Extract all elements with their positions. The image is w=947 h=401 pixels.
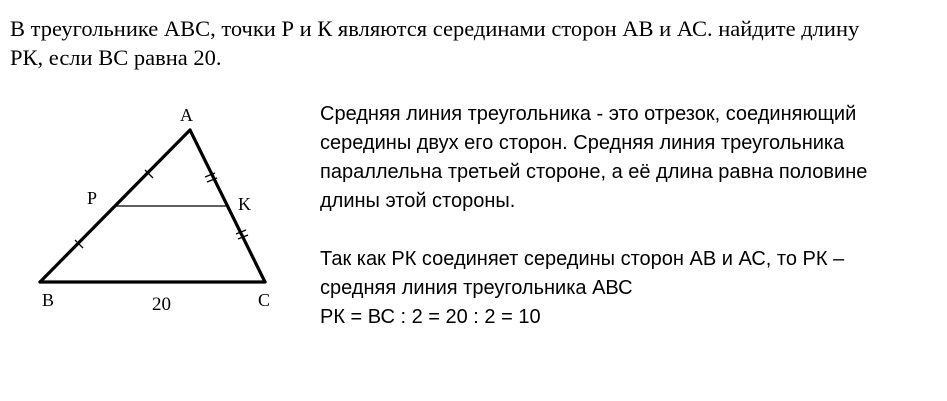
solution-line-3: РК = ВС : 2 = 20 : 2 = 10 [320,306,541,328]
point-label-p: P [87,188,98,208]
definition-line-4: длины этой стороны. [320,190,516,212]
triangle-figure [0,0,320,401]
problem-line-2: РК, если ВС равна 20. [10,45,222,70]
vertex-label-a: A [180,105,193,125]
definition-line-1: Средняя линия треугольника - это отрезок, соединяющий [320,103,857,125]
problem-line-1: В треугольнике АВС, точки Р и К являются серединами сторон АВ и АС. найдите длину [10,16,860,41]
paragraph-gap [320,216,930,245]
definition-line-2: середины двух его сторон. Средняя линия треугольника [320,132,845,154]
vertex-label-b: B [42,290,55,310]
explanation-block [320,100,930,332]
solution-line-2: средняя линия треугольника АВС [320,277,633,299]
point-label-k: K [238,194,251,214]
vertex-label-c: C [258,290,271,310]
definition-line-3: параллельна третьей стороне, а её длина равна половине [320,161,868,183]
solution-line-1: Так как РК соединяет середины сторон АВ и АС, то РК – [320,248,845,270]
length-label-bc: 20 [152,294,171,315]
